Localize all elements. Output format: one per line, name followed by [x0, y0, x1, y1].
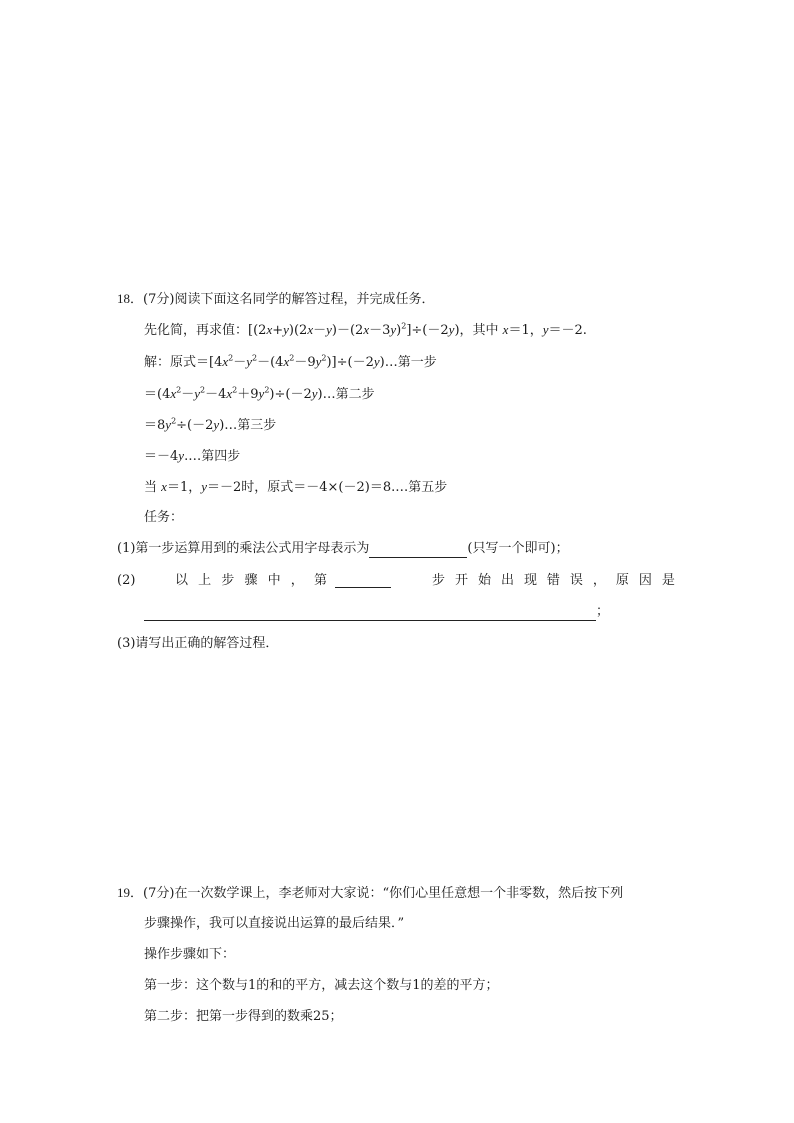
- q19-number: 19．: [117, 885, 144, 900]
- cond-part: ＝1，: [508, 323, 543, 338]
- expr-part: ＝－2时，原式＝－4×(－2)＝8.…第五步: [207, 480, 448, 495]
- expr-part: ＋9: [237, 387, 259, 402]
- exponent: 2: [232, 385, 238, 395]
- expr-part: )…第二步: [317, 387, 375, 402]
- task2-char: 始: [477, 573, 491, 588]
- task2-step-blank[interactable]: [335, 573, 391, 588]
- q18-task1: [117, 540, 569, 558]
- expr-part: 当: [144, 480, 158, 495]
- exponent: 2: [321, 353, 327, 363]
- expr-part: ＝1，: [166, 480, 202, 495]
- var-y: y: [258, 386, 265, 401]
- exponent: 2: [176, 385, 182, 395]
- expr-part: .…第四步: [184, 449, 241, 464]
- q18-task2-chars-a: [175, 572, 327, 590]
- task2-char: 原: [615, 573, 629, 588]
- exponent: 2: [228, 353, 234, 363]
- expr-part: －: [313, 323, 327, 338]
- q19-step1: 第一步：这个数与1的和的平方，减去这个数与1的差的平方；: [144, 978, 499, 993]
- solution-label: 解：原式＝[4: [144, 355, 223, 370]
- expr-part: －: [181, 387, 195, 402]
- var-y: y: [311, 386, 318, 401]
- expr-part: )…第一步: [379, 355, 437, 370]
- task2-char: 以: [175, 573, 189, 588]
- var-x: x: [283, 354, 290, 369]
- task2-char: 骤: [244, 573, 258, 588]
- var-y: y: [194, 386, 201, 401]
- task1-note: (只写一个即可)；: [467, 541, 569, 556]
- q18-score: (7分): [143, 292, 175, 307]
- q19-intro: 在一次数学课上，李老师对大家说：“你们心里任意想一个非零数，然后按下列: [174, 886, 624, 901]
- q18-step4: [144, 447, 240, 466]
- exponent: 2: [289, 353, 295, 363]
- expr-part: ＝8: [144, 418, 166, 433]
- task2-char: 步: [221, 573, 235, 588]
- exponent: 2: [252, 353, 258, 363]
- q18-step5: [144, 478, 447, 497]
- var-y: y: [201, 479, 207, 494]
- var-y: y: [326, 322, 332, 337]
- var-x: x: [222, 354, 229, 369]
- var-y: y: [213, 417, 220, 432]
- task2-char: 是: [661, 573, 675, 588]
- q19-steps-label: 操作步骤如下：: [144, 947, 236, 962]
- var-x: x: [226, 386, 233, 401]
- var-y: y: [165, 417, 172, 432]
- exponent: 2: [200, 385, 206, 395]
- q18-step1: [144, 353, 437, 372]
- var-y: y: [448, 322, 455, 337]
- var-y: y: [373, 354, 380, 369]
- exponent: 2: [401, 321, 407, 331]
- var-y: y: [542, 322, 549, 337]
- task2-char: 因: [638, 573, 652, 588]
- expr-part: )－(2: [331, 323, 364, 338]
- task2-char: 错: [546, 573, 560, 588]
- problem-prefix: 先化简，再求值：: [144, 323, 249, 338]
- var-y: y: [390, 322, 397, 337]
- expr-part: +: [272, 323, 284, 338]
- expr-part: －3: [369, 323, 391, 338]
- var-y: y: [178, 448, 185, 463]
- expr-part: ]÷(－2: [406, 323, 449, 338]
- task2-char: 第: [313, 573, 327, 588]
- expr-part: －4: [205, 387, 227, 402]
- q18-task-label: 任务：: [144, 510, 184, 525]
- expr-part: )÷(－2: [269, 387, 312, 402]
- var-x: x: [266, 322, 273, 337]
- task2-reason-blank[interactable]: [144, 606, 596, 621]
- expr-part: ＝－4: [144, 449, 179, 464]
- expr-part: )]÷(－2: [326, 355, 374, 370]
- var-x: x: [307, 322, 314, 337]
- task1-answer-blank[interactable]: [369, 543, 467, 558]
- var-x: x: [502, 322, 509, 337]
- q18-number: 18．: [117, 291, 144, 306]
- expr-part: )，其中: [454, 323, 499, 338]
- exponent: 2: [264, 385, 270, 395]
- q18-task2-label: (2): [117, 573, 136, 588]
- task2-char: 出: [500, 573, 514, 588]
- expr-part: )…第三步: [219, 418, 277, 433]
- q19-header: [117, 884, 623, 903]
- task2-char: 上: [198, 573, 212, 588]
- expr-part: －9: [294, 355, 316, 370]
- var-x: x: [161, 479, 167, 494]
- task2-char: 步: [432, 573, 446, 588]
- task2-char: 误: [569, 573, 583, 588]
- cond-part: ＝－2.: [548, 323, 587, 338]
- q19-step2: 第二步：把第一步得到的数乘25；: [144, 1009, 343, 1024]
- task1-text: (1)第一步运算用到的乘法公式用字母表示为: [117, 541, 370, 556]
- var-y: y: [246, 354, 253, 369]
- task2-char: 现: [523, 573, 537, 588]
- expr-part: )(2: [288, 323, 308, 338]
- q18-task2-reason-line: [144, 603, 609, 621]
- expr-part: ): [396, 323, 402, 338]
- var-x: x: [363, 322, 370, 337]
- q18-task3: (3)请写出正确的解答过程．: [117, 636, 279, 651]
- task2-char: 开: [454, 573, 468, 588]
- exponent: 2: [171, 416, 177, 426]
- q18-step2: [144, 385, 375, 404]
- task2-char: ，: [290, 573, 304, 588]
- q18-problem: [144, 321, 587, 340]
- q18-intro: 阅读下面这名同学的解答过程，并完成任务．: [174, 292, 435, 307]
- var-y: y: [283, 322, 289, 337]
- task2-char: ，: [592, 573, 606, 588]
- task2-char: 中: [267, 573, 281, 588]
- expr-part: －(4: [257, 355, 284, 370]
- q18-step3: [144, 416, 276, 435]
- q18-task2-chars-b: [432, 572, 675, 590]
- expr-part: ＝(4: [144, 387, 171, 402]
- expr-part: ÷(－2: [176, 418, 214, 433]
- q19-intro-cont: 步骤操作，我可以直接说出运算的最后结果．”: [144, 916, 405, 931]
- expr-part: [(2: [248, 323, 267, 338]
- q18-header: [117, 290, 434, 309]
- q19-score: (7分): [143, 886, 175, 901]
- var-y: y: [315, 354, 322, 369]
- var-x: x: [170, 386, 177, 401]
- task2-end-punct: ；: [596, 604, 610, 619]
- expr-part: －: [233, 355, 247, 370]
